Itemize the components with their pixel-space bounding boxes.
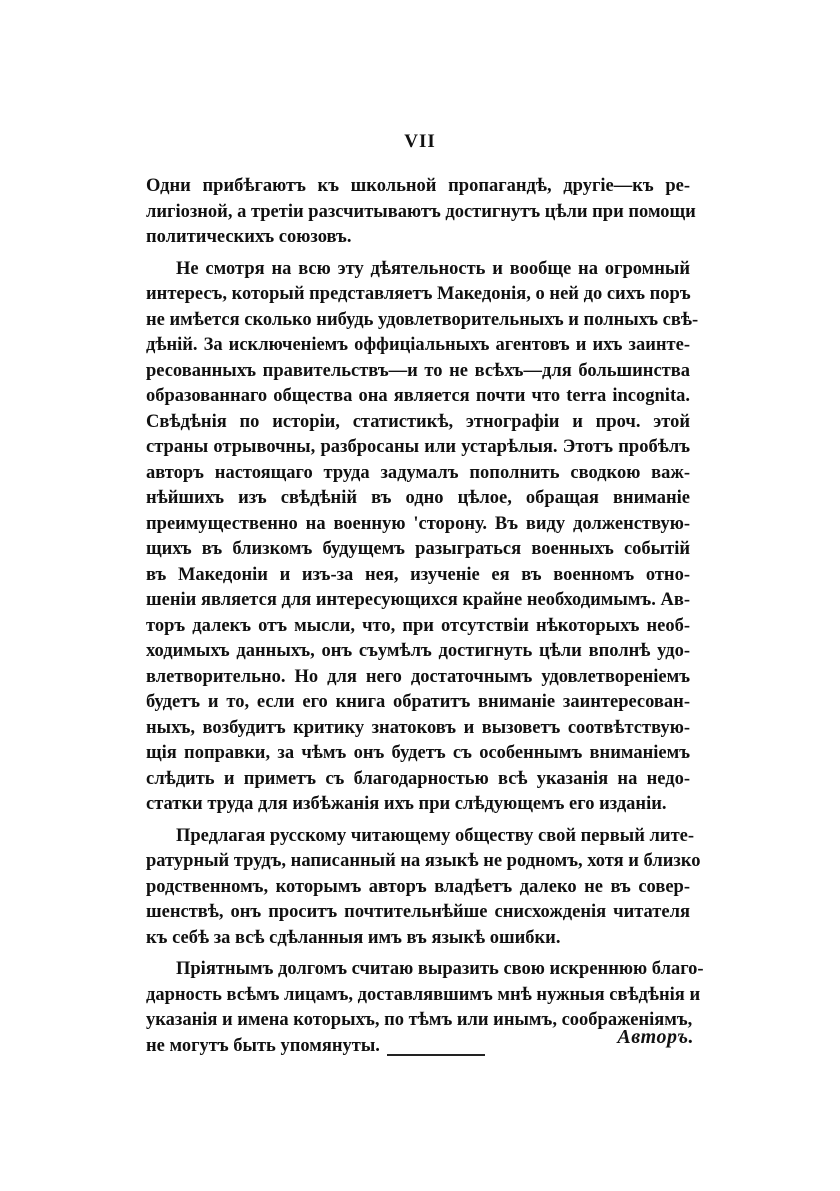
text-line: Предлагая русскому читающему обществу свой первый лите-: [176, 825, 695, 846]
text-line: Одни прибѣгаютъ къ школьной пропагандѣ, другіе—къ ре-: [146, 176, 690, 196]
closing-rule: [387, 1054, 485, 1056]
text-line: Не смотря на всю эту дѣятельность и вообще на огромный: [176, 258, 690, 279]
text-line: страны отрывочны, разбросаны или устарѣлыя. Этотъ пробѣлъ: [146, 437, 690, 457]
text-body: [146, 174, 704, 1065]
text-line: интересъ, который представляетъ Македонія, о ней до сихъ поръ: [146, 284, 691, 304]
text-line: политическихъ союзовъ.: [146, 227, 352, 247]
text-line: Пріятнымъ долгомъ считаю выразить свою искреннюю благо-: [176, 959, 704, 979]
paragraph: [146, 257, 699, 818]
text-line: слѣдить и приметъ съ благодарностью всѣ указанія на недо-: [146, 768, 690, 789]
text-line: Свѣдѣнія по исторіи, статистикѣ, этнографіи и проч. этой: [146, 411, 690, 432]
text-line: ресованныхъ правительствъ—и то не всѣхъ—для большинства: [146, 360, 690, 381]
text-line: влетворительно. Но для него достаточнымъ удовлетвореніемъ: [146, 666, 690, 687]
text-line: щія поправки, за чѣмъ онъ будетъ съ особеннымъ вниманіемъ: [146, 743, 690, 763]
paragraph: [146, 824, 701, 952]
page-number: VII: [404, 131, 436, 152]
text-line: ныхъ, возбудитъ критику знатоковъ и вызоветъ соотвѣтствую-: [146, 717, 690, 738]
text-line: преимущественно на военную 'сторону. Въ виду долженствую-: [146, 513, 690, 534]
text-line: дарность всѣмъ лицамъ, доставлявшимъ мнѣ нужныя свѣдѣнія и: [146, 984, 701, 1005]
author-signature: Авторъ.: [617, 1026, 694, 1048]
paragraph: [146, 957, 704, 1059]
text-line: будетъ и то, если его книга обратитъ вниманіе заинтересован-: [146, 692, 690, 712]
text-line: статки труда для избѣжанія ихъ при слѣдующемъ его изданіи.: [146, 794, 667, 814]
text-line: щихъ въ близкомъ будущемъ разыграться военныхъ событій: [146, 539, 690, 559]
text-line: ходимыхъ данныхъ, онъ съумѣлъ достигнуть цѣли вполнѣ удо-: [146, 641, 690, 661]
text-line: къ себѣ за всѣ сдѣланныя имъ въ языкѣ ошибки.: [146, 927, 561, 948]
text-line: въ Македоніи и изъ-за нея, изученіе ея въ военномъ отно-: [146, 564, 690, 585]
text-line: шенствѣ, онъ проситъ почтительнѣйше снисхожденія читателя: [146, 902, 690, 922]
text-line: указанія и имена которыхъ, по тѣмъ или инымъ, соображеніямъ,: [146, 1010, 693, 1030]
text-line: нѣйшихъ изъ свѣдѣній въ одно цѣлое, обращая вниманіе: [146, 488, 690, 508]
text-line: ратурный трудъ, написанный на языкѣ не родномъ, хотя и близко: [146, 851, 701, 871]
text-line: родственномъ, которымъ авторъ владѣетъ далеко не въ совер-: [146, 876, 690, 897]
text-line: торъ далекъ отъ мысли, что, при отсутствіи нѣкоторыхъ необ-: [146, 615, 690, 636]
text-line: авторъ настоящаго труда задумалъ пополнить сводкою важ-: [146, 462, 690, 483]
text-line: образованнаго общества она является почти что terra incognita.: [146, 386, 690, 406]
text-line: шеніи является для интересующихся крайне необходимымъ. Ав-: [146, 590, 690, 610]
text-line: дѣній. За исключеніемъ оффиціальныхъ агентовъ и ихъ заинте-: [146, 335, 690, 355]
paragraph: [146, 174, 696, 251]
text-line: не могутъ быть упомянуты.: [146, 1035, 380, 1056]
text-line: не имѣется сколько нибудь удовлетворительныхъ и полныхъ свѣ-: [146, 309, 699, 330]
text-line: лигіозной, а третіи разсчитываютъ достигнутъ цѣли при помощи: [146, 201, 696, 222]
